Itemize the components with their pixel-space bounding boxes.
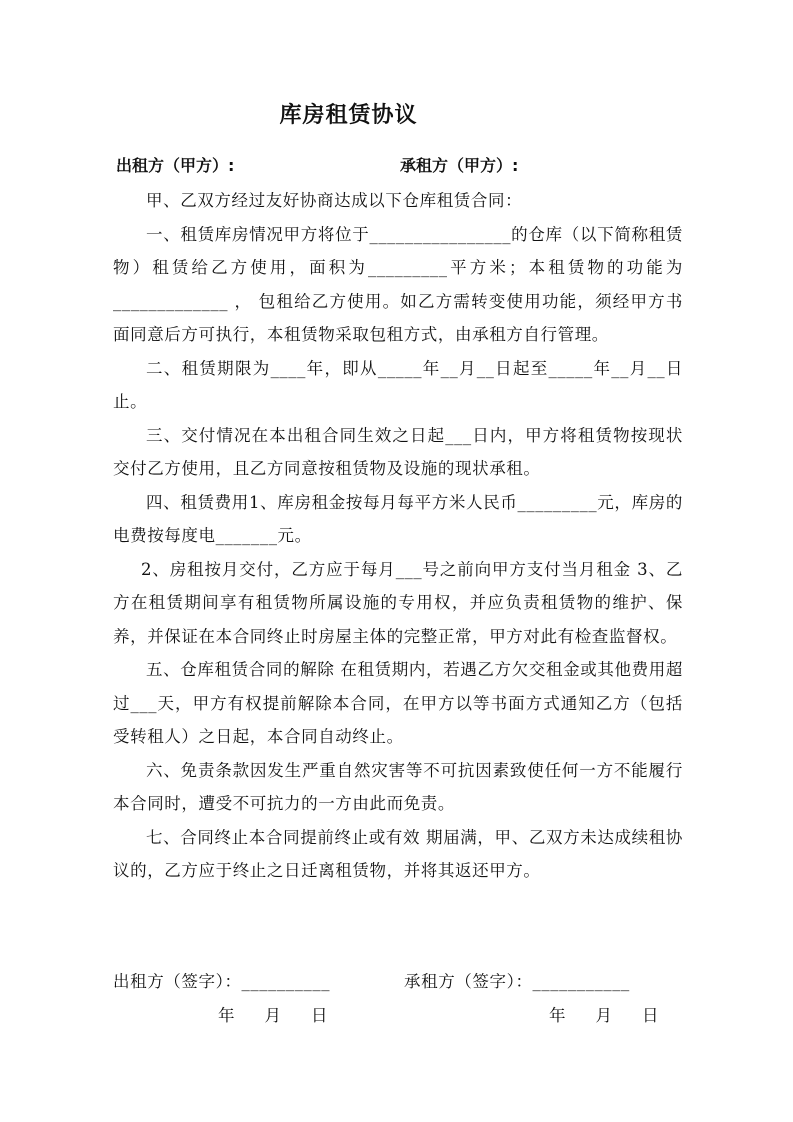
clause-2-term: 二、租赁期限为____年，即从_____年__月__日起至_____年__月__日止。 [113, 358, 683, 411]
document-title: 库房租赁协议 [279, 103, 418, 128]
lessee-date-day: 日 [642, 1006, 659, 1025]
lessee-date-month: 月 [595, 1006, 612, 1025]
lessor-date-year: 年 [218, 1006, 235, 1025]
clause-4-payment: 2、房租按月交付，乙方应于每月___号之前向甲方支付当月租金 3、乙方在租赁期间享有租赁物所属设施的专用权，并应负责租赁物的维护、保养，并保证在本合同终止时房屋主体的完整正常，甲方对此有检查监督权。 [113, 559, 683, 646]
clause-4-fees: 四、租赁费用1、库房租金按每月每平方米人民币_________元，库房的电费按每度电_______元。 [113, 492, 683, 545]
clause-7-expiry: 七、合同终止本合同提前终止或有效 期届满，甲、乙双方未达成续租协议的，乙方应于终止之日迁离租赁物，并将其返还甲方。 [113, 827, 683, 880]
lessor-date-day: 日 [311, 1006, 328, 1025]
clause-5-termination: 五、仓库租赁合同的解除 在租赁期内，若遇乙方欠交租金或其他费用超过___天，甲方有权提前解除本合同，在甲方以等书面方式通知乙方（包括受转租人）之日起，本合同自动终止。 [113, 660, 683, 746]
clause-3-delivery: 三、交付情况在本出租合同生效之日起___日内，甲方将租赁物按现状交付乙方使用，且乙方同意按租赁物及设施的现状承租。 [113, 425, 683, 478]
lessor-signature-line: 出租方（签字）：__________ [113, 972, 331, 991]
lessee-signature-line: 承租方（签字）：___________ [404, 972, 630, 991]
contract-body [113, 184, 683, 888]
intro-paragraph: 甲、乙双方经过友好协商达成以下仓库租赁合同： [146, 191, 523, 210]
clause-6-force-majeure: 六、免责条款因发生严重自然灾害等不可抗因素致使任何一方不能履行本合同时，遭受不可抗力的一方由此而免责。 [113, 760, 683, 813]
lessee-date-year: 年 [549, 1006, 566, 1025]
lessee-date [549, 1002, 689, 1026]
lessor-date-month: 月 [264, 1006, 281, 1025]
lessee-label: 承租方（甲方）: [400, 156, 519, 175]
clause-1-premises: 一、租赁库房情况甲方将位于________________的仓库（以下简称租赁物）租赁给乙方使用，面积为_________平方米；本租赁物的功能为_____________ ， 包租给乙方使用。如乙方需转变使用功能，须经甲方书面同意后方可执行，本租赁物采取包租方式，由承租方自行管理。 [113, 224, 683, 344]
lessor-label: 出租方（甲方）: [116, 156, 235, 175]
lessor-date [218, 1002, 358, 1026]
